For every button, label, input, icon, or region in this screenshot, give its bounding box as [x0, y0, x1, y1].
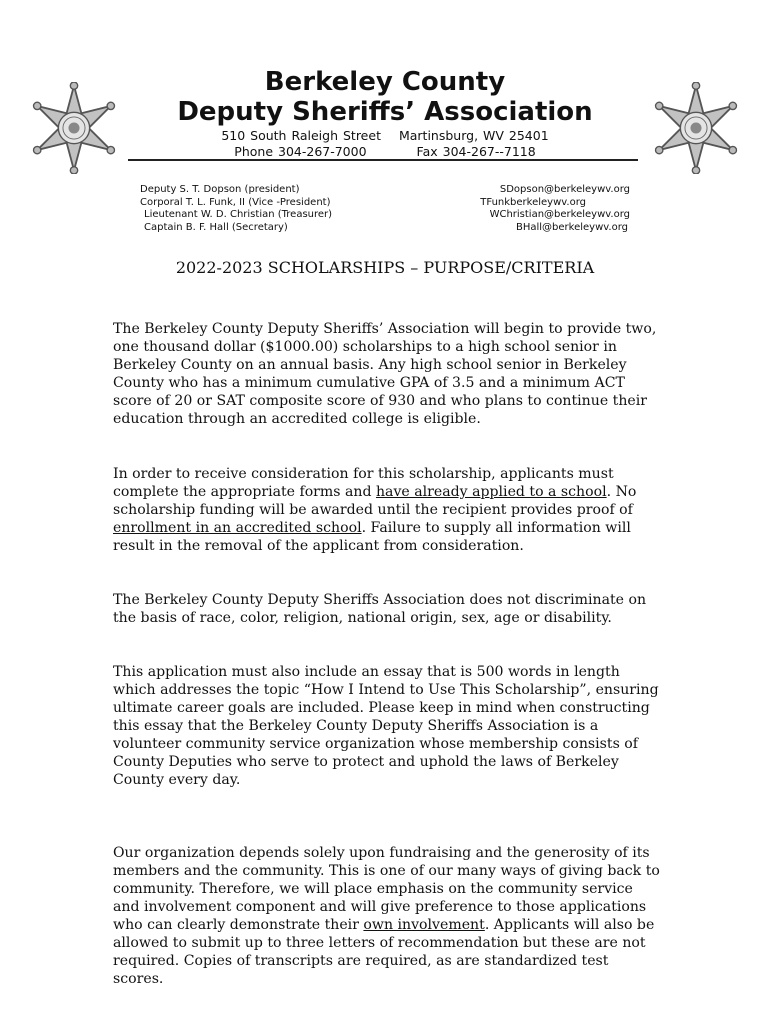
paragraph-text: Our organization depends solely upon fundraising and the generosity of its members and the community. This is one of our many ways of giving back to community. Therefore, we will place emphasis on the community service and involvement component and will give preference to those applications who can clearly demonstrate their [113, 845, 660, 933]
street-address: 510 South Raleigh Street [221, 128, 381, 143]
paragraph-community [113, 844, 661, 988]
paragraph-nondiscrimination: The Berkeley County Deputy Sheriffs Association does not discriminate on the basis of race, color, religion, national origin, sex, age or disability. [113, 592, 647, 626]
paragraph-text: . Failure to supply all information will result in the removal of the applicant from consideration. [113, 520, 631, 554]
address-row [0, 128, 770, 144]
fax-number: Fax 304-267--7118 [416, 144, 536, 159]
city-state-zip: Martinsburg, WV 25401 [398, 128, 549, 143]
header-divider [128, 159, 638, 161]
officer-email: TFunkberkeleywv.org [480, 196, 586, 208]
officer-name: Corporal T. L. Funk, II (Vice -President) [140, 196, 331, 208]
underlined-phrase: own involvement [363, 917, 485, 933]
document-title: 2022-2023 SCHOLARSHIPS – PURPOSE/CRITERIA [175, 258, 595, 277]
officer-row [140, 197, 630, 210]
paragraph-text: In order to receive consideration for this scholarship, applicants must complete the appropriate forms and [113, 466, 614, 500]
officer-email: BHall@berkeleywv.org [515, 221, 628, 233]
org-name-line1: Berkeley County [264, 67, 506, 97]
paragraph-purpose: The Berkeley County Deputy Sheriffs’ Association will begin to provide two, one thousand dollar ($1000.00) scholarships to a high school senior in Berkeley County on an annual basis. Any high school senior in Berkeley County who has a minimum cumulative GPA of 3.5 and a minimum ACT score of 20 or SAT composite score of 930 and who plans to continue their education through an accredited college is eligible. [113, 321, 657, 427]
officer-name: Deputy S. T. Dopson (president) [140, 184, 300, 195]
paragraph-text: . Applicants will also be allowed to submit up to three letters of recommendation but these are not required. Copies of transcripts are required, as are standardized test scores. [113, 917, 655, 987]
paragraph-consideration [113, 465, 661, 555]
org-name-line2: Deputy Sheriffs’ Association [177, 97, 593, 127]
officer-row [140, 184, 630, 197]
officer-row [140, 209, 630, 222]
underlined-phrase: have already applied to a school [375, 484, 607, 500]
officer-list [140, 184, 630, 234]
officer-email: WChristian@berkeleywv.org [489, 209, 630, 220]
paragraph-text: . No scholarship funding will be awarded until the recipient provides proof of [113, 484, 637, 518]
phone-fax-row [0, 144, 770, 160]
underlined-phrase: enrollment in an accredited school [113, 520, 362, 536]
officer-name: Captain B. F. Hall (Secretary) [144, 221, 288, 233]
phone-number: Phone 304-267-7000 [234, 144, 367, 159]
officer-email: SDopson@berkeleywv.org [499, 184, 630, 195]
officer-name: Lieutenant W. D. Christian (Treasurer) [144, 209, 333, 220]
paragraph-essay: This application must also include an essay that is 500 words in length which addresses the topic “How I Intend to Use This Scholarship”, ensuring ultimate career goals are included. Please keep in mind when constructing this essay that the Berkeley County Deputy Sheriffs Association is a volunteer community service organization whose membership consists of County Deputies who serve to protect and uphold the laws of Berkeley County every day. [113, 664, 659, 788]
officer-row [140, 222, 630, 235]
